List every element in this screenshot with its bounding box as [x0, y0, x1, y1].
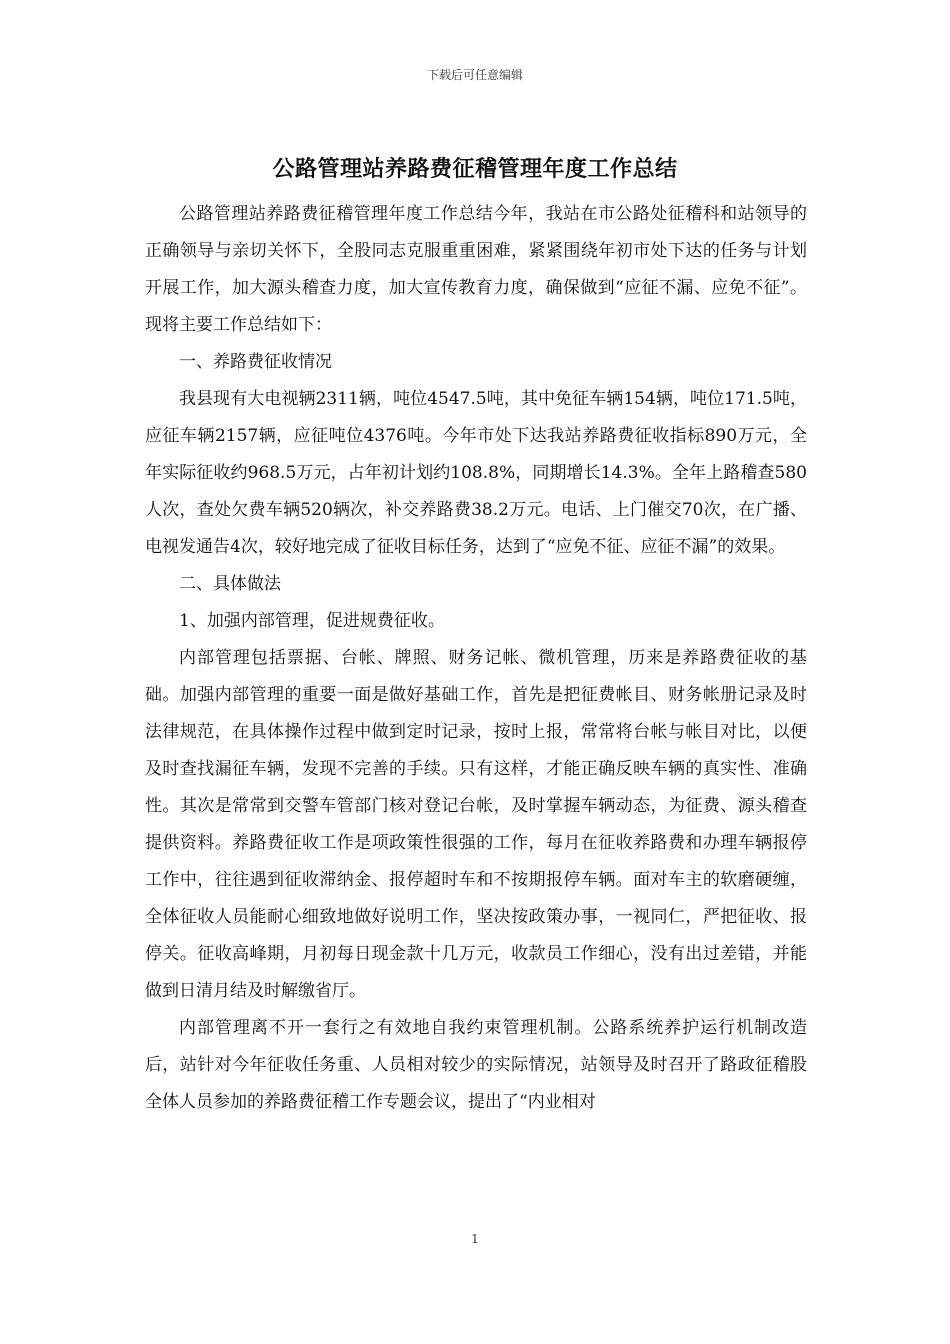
section-heading-methods: 二、具体做法	[179, 574, 281, 594]
section-heading-collection: 一、养路费征收情况	[179, 352, 332, 372]
document-body	[145, 196, 807, 1121]
subheading-internal-management: 1、加强内部管理，促进规费征收。	[179, 611, 445, 631]
paragraph-collection-stats: 我县现有大电视辆2311辆，吨位4547.5吨，其中免征车辆154辆，吨位171.5吨，应征车辆2157辆，应征吨位4376吨。今年市处下达我站养路费征收指标890万元，全年实际征收约968.5万元，占年初计划约108.8%，同期增长14.3%。全年上路稽查580人次，查处欠费车辆520辆次，补交养路费38.2万元。电话、上门催交70次，在广播、电视发通告4次，较好地完成了征收目标任务，达到了“应免不征、应征不漏”的效果。	[145, 389, 807, 557]
paragraph-intro: 公路管理站养路费征稽管理年度工作总结今年，我站在市公路处征稽科和站领导的正确领导与亲切关怀下，全股同志克服重重困难，紧紧围绕年初市处下达的任务与计划开展工作，加大源头稽查力度，加大宣传教育力度，确保做到“应征不漏、应免不征”。现将主要工作总结如下：	[145, 204, 807, 335]
document-title: 公路管理站养路费征稽管理年度工作总结	[272, 156, 678, 182]
paragraph-internal-management: 内部管理包括票据、台帐、牌照、财务记帐、微机管理，历来是养路费征收的基础。加强内部管理的重要一面是做好基础工作，首先是把征费帐目、财务帐册记录及时法律规范，在具体操作过程中做到定时记录，按时上报，常常将台帐与帐目对比，以便及时查找漏征车辆，发现不完善的手续。只有这样，才能正确反映车辆的真实性、准确性。其次是常常到交警车管部门核对登记台帐，及时掌握车辆动态，为征费、源头稽查提供资料。养路费征收工作是项政策性很强的工作，每月在征收养路费和办理车辆报停工作中，往往遇到征收滞纳金、报停超时车和不按期报停车辆。面对车主的软磨硬缠，全体征收人员能耐心细致地做好说明工作，坚决按政策办事，一视同仁，严把征收、报停关。征收高峰期，月初每日现金款十几万元，收款员工作细心，没有出过差错，并能做到日清月结及时解缴省厅。	[145, 648, 807, 1001]
paragraph-self-discipline: 内部管理离不开一套行之有效地自我约束管理机制。公路系统养护运行机制改造后，站针对今年征收任务重、人员相对较少的实际情况，站领导及时召开了路政征稽股全体人员参加的养路费征稽工作专题会议，提出了“内业相对	[145, 1018, 807, 1112]
page-number: 1	[471, 1232, 479, 1246]
header-note: 下载后可任意编辑	[426, 68, 523, 82]
